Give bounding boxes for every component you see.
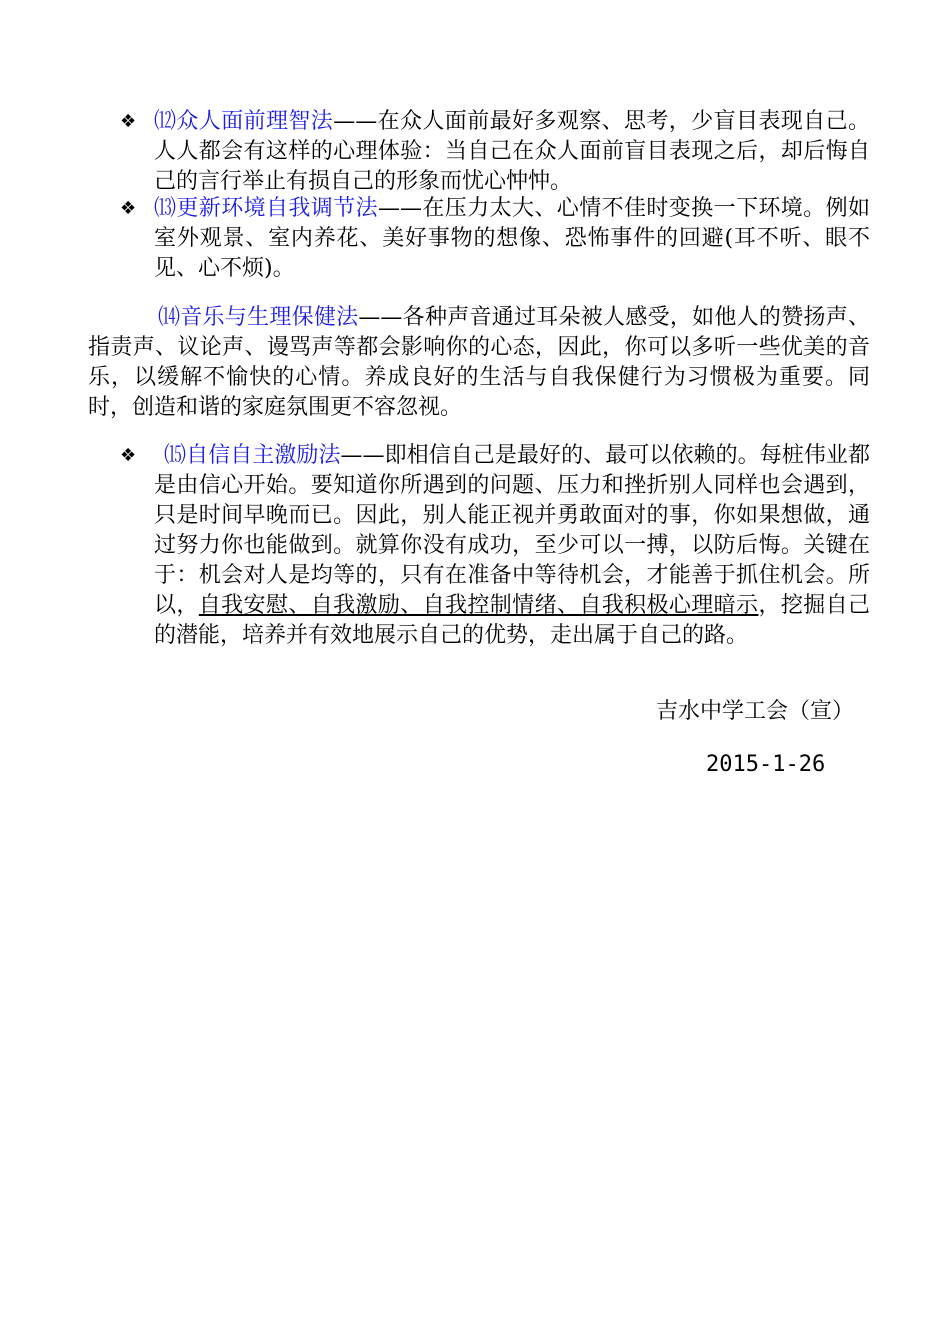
list-item-12 bbox=[120, 107, 870, 197]
item-15-body: ——即相信自己是最好的、最可以依赖的。每桩伟业都是由信心开始。要知道你所遇到的问题、压力和挫折别人同样也会遇到，只是时间早晚而已。因此，别人能正视并勇敢面对的事，你如果想做，通过努力你也能做到。就算你没有成功，至少可以一搏，以防后悔。关键在于：机会对人是均等的，只有在准备中等待机会，才能善于抓住机会。所以， bbox=[154, 443, 870, 618]
item-14-title: ⒁音乐与生理保健法 bbox=[158, 305, 359, 330]
item-15-text bbox=[154, 441, 870, 651]
item-13-title: ⒀更新环境自我调节法 bbox=[154, 196, 378, 221]
item-13-body: ——在压力太大、心情不佳时变换一下环境。例如室外观景、室内养花、美好事物的想像、恐怖事件的回避(耳不听、眼不见、心不烦)。 bbox=[154, 196, 870, 281]
signature-date: 2015-1-26 bbox=[706, 752, 826, 777]
item-12-body: ——在众人面前最好多观察、思考，少盲目表现自己。人人都会有这样的心理体验：当自己在众人面前盲目表现之后，却后悔自己的言行举止有损自己的形象而忧心忡忡。 bbox=[154, 109, 870, 194]
item-15-tail: ，挖掘自己的潜能，培养并有效地展示自己的优势，走出属于自己的路。 bbox=[154, 593, 870, 648]
signature-org: 吉水中学工会（宣） bbox=[656, 699, 855, 724]
item-12-text bbox=[154, 107, 870, 197]
list-item-14 bbox=[88, 303, 870, 423]
list-item-15 bbox=[120, 441, 870, 651]
item-12-title: ⑿众人面前理智法 bbox=[154, 109, 334, 134]
item-13-text bbox=[154, 194, 870, 284]
item-15-title: ⒂自信自主激励法 bbox=[164, 443, 341, 468]
list-item-13 bbox=[120, 194, 870, 284]
diamond-bullet-icon: ❖ bbox=[120, 111, 137, 132]
diamond-bullet-icon: ❖ bbox=[120, 445, 137, 466]
item-14-body: ——各种声音通过耳朵被人感受，如他人的赞扬声、指责声、议论声、谩骂声等都会影响你的心态，因此，你可以多听一些优美的音乐，以缓解不愉快的心情。养成良好的生活与自我保健行为习惯极为重要。同时，创造和谐的家庭氛围更不容忽视。 bbox=[88, 305, 870, 420]
item-14-text bbox=[88, 303, 870, 423]
item-15-underlined: 自我安慰、自我激励、自我控制情绪、自我积极心理暗示 bbox=[198, 593, 759, 618]
diamond-bullet-icon: ❖ bbox=[120, 198, 137, 219]
